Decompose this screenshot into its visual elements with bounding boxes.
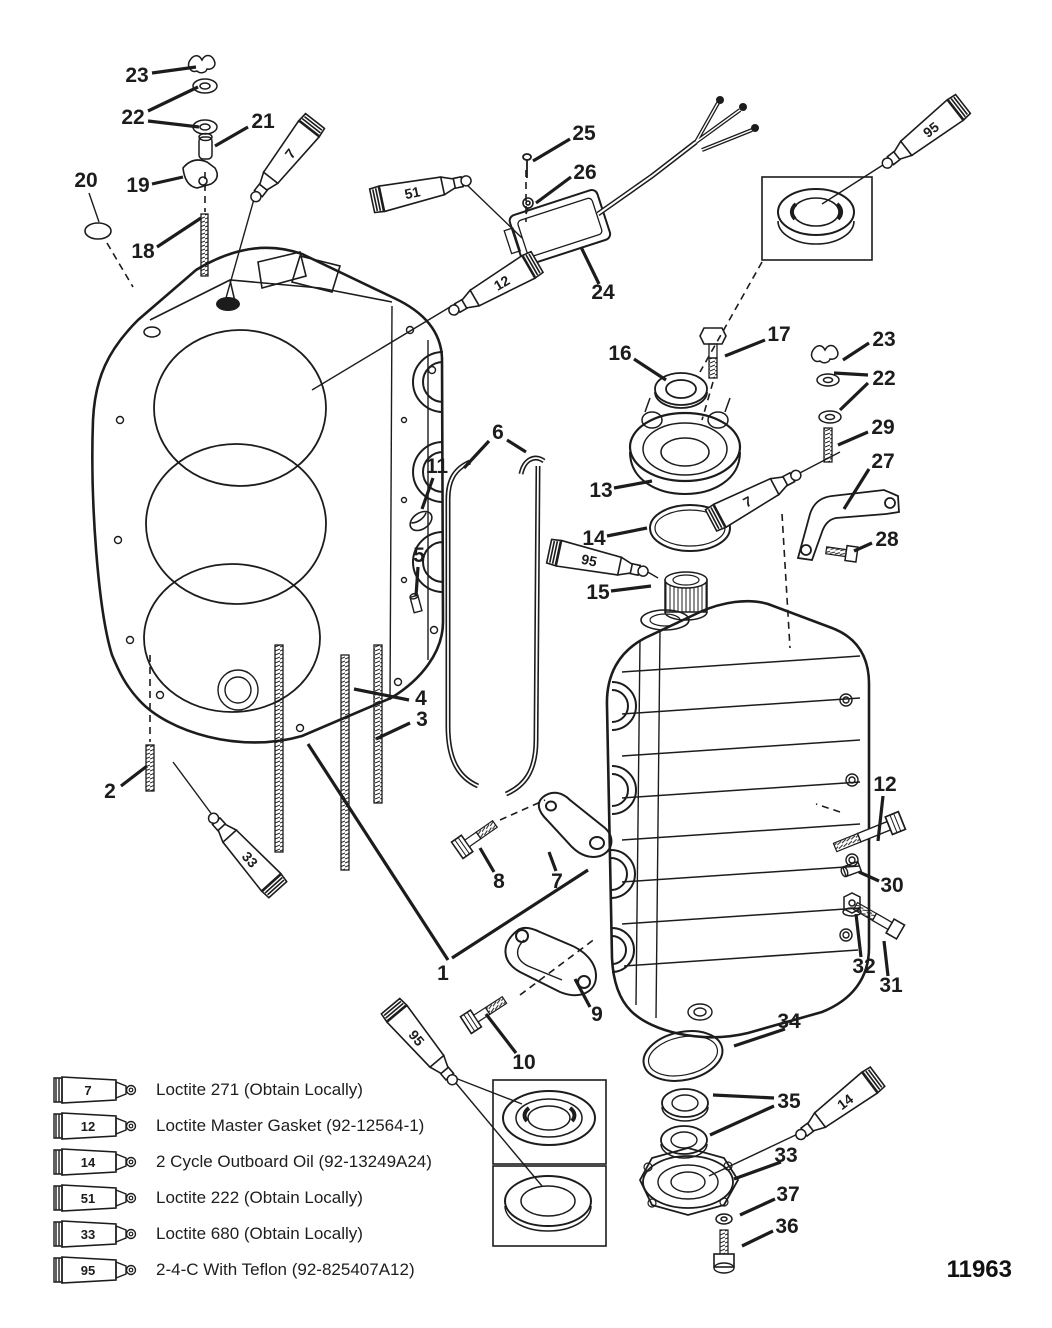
glue-tube-icon [52, 1182, 140, 1214]
callout-13: 13 [589, 479, 613, 502]
legend-code: 33 [80, 1227, 96, 1242]
sealant-legend [52, 1072, 512, 1288]
legend-code: 95 [80, 1263, 96, 1278]
part-25-screw [523, 154, 531, 178]
part-18-stud [201, 214, 208, 276]
callout-7: 7 [551, 870, 563, 893]
legend-code: 7 [84, 1083, 92, 1098]
callout-16: 16 [608, 342, 632, 365]
callout-27: 27 [871, 450, 895, 473]
callout-15: 15 [586, 581, 610, 604]
part-2-stud [146, 745, 154, 791]
callout-17: 17 [767, 323, 791, 346]
legend-item [52, 1144, 512, 1180]
glue-tube-icon [52, 1146, 140, 1178]
part-21-bushing [199, 134, 212, 160]
part-23-retainer-clip [189, 56, 215, 73]
callout-35: 35 [777, 1090, 801, 1113]
legend-description: Loctite 271 (Obtain Locally) [156, 1080, 363, 1099]
glue-tube-14 [789, 1066, 885, 1148]
callout-24: 24 [591, 281, 615, 304]
legend-item [52, 1252, 512, 1288]
callout-22: 22 [872, 367, 896, 390]
callout-14: 14 [582, 527, 606, 550]
engine-block-port-half [92, 248, 443, 743]
callout-1: 1 [437, 962, 449, 985]
callout-23: 23 [125, 64, 149, 87]
callout-21: 21 [251, 110, 275, 133]
legend-code: 51 [80, 1191, 96, 1206]
callout-8: 8 [493, 870, 505, 893]
legend-description: 2 Cycle Outboard Oil (92-13249A24) [156, 1152, 432, 1171]
part-8-bolt [452, 816, 501, 859]
part-36-bolt [714, 1230, 734, 1273]
callout-34: 34 [777, 1010, 801, 1033]
part-30-plug [840, 862, 861, 878]
callout-11: 11 [425, 455, 449, 478]
part-13-end-cap [630, 398, 740, 494]
tube-code: 12 [491, 272, 513, 294]
glue-tube-icon [52, 1074, 140, 1106]
callout-4: 4 [415, 687, 427, 710]
callout-28: 28 [875, 528, 899, 551]
tube-code: 7 [740, 492, 755, 511]
glue-tube-12 [443, 251, 543, 324]
legend-description: Loctite 222 (Obtain Locally) [156, 1188, 363, 1207]
callout-29: 29 [871, 416, 895, 439]
part-19-bracket [183, 160, 217, 188]
callout-37: 37 [776, 1183, 800, 1206]
callout-36: 36 [775, 1215, 799, 1238]
tube-code: 51 [403, 183, 422, 203]
callout-23: 23 [872, 328, 896, 351]
glue-tube-icon [52, 1254, 140, 1286]
tube-code: 33 [238, 848, 262, 871]
tube-code: 95 [405, 1026, 428, 1050]
legend-description: Loctite Master Gasket (92-12564-1) [156, 1116, 425, 1135]
crankcase-seal-strips [448, 458, 544, 794]
tube-code: 14 [834, 1090, 857, 1113]
wire-harness [598, 96, 759, 214]
callout-2: 2 [104, 780, 116, 803]
callout-18: 18 [131, 240, 155, 263]
legend-description: 2-4-C With Teflon (92-825407A12) [156, 1260, 415, 1279]
part-9-clamp [505, 928, 596, 995]
callout-6: 6 [492, 421, 504, 444]
legend-item [52, 1072, 512, 1108]
tube-code: 95 [919, 118, 943, 141]
part-28-bolt [825, 543, 858, 562]
callout-20: 20 [74, 169, 98, 192]
part-37-washer [716, 1214, 732, 1224]
callout-31: 31 [879, 974, 903, 997]
part-17-bolt [700, 328, 726, 378]
legend-item [52, 1180, 512, 1216]
callout-9: 9 [591, 1003, 603, 1026]
part-23b-retainer-clip [812, 346, 838, 363]
glue-tube-icon [52, 1218, 140, 1250]
leader-lines [89, 67, 888, 1246]
legend-item [52, 1108, 512, 1144]
glue-tube-95 [875, 94, 971, 177]
callout-30: 30 [880, 874, 904, 897]
part-10-bolt [460, 992, 509, 1034]
engine-block-starboard-half [607, 601, 869, 1037]
callout-12: 12 [873, 773, 897, 796]
part-11-plug [407, 508, 436, 535]
glue-tube-icon [52, 1110, 140, 1142]
callout-5: 5 [413, 544, 425, 567]
callout-33: 33 [774, 1144, 798, 1167]
glue-tube-51 [369, 167, 473, 213]
switch-box-module [501, 96, 759, 269]
legend-code: 14 [80, 1155, 96, 1170]
callout-25: 25 [572, 122, 596, 145]
legend-item [52, 1216, 512, 1252]
boxed-bearing-top-right [762, 177, 872, 260]
legend-description: Loctite 680 (Obtain Locally) [156, 1224, 363, 1243]
part-20-plug [85, 223, 111, 239]
tube-code: 95 [579, 550, 599, 570]
diagram-number: 11963 [946, 1256, 1012, 1283]
part-22b-washers [817, 374, 841, 423]
part-35-seals [661, 1089, 708, 1158]
callout-3: 3 [416, 708, 428, 731]
callout-22: 22 [121, 106, 145, 129]
callout-19: 19 [126, 174, 150, 197]
callout-10: 10 [512, 1051, 536, 1074]
part-7-bracket-arm [539, 793, 612, 857]
callout-26: 26 [573, 161, 597, 184]
callout-32: 32 [852, 955, 876, 978]
legend-code: 12 [80, 1119, 96, 1134]
tube-code: 7 [281, 145, 299, 162]
